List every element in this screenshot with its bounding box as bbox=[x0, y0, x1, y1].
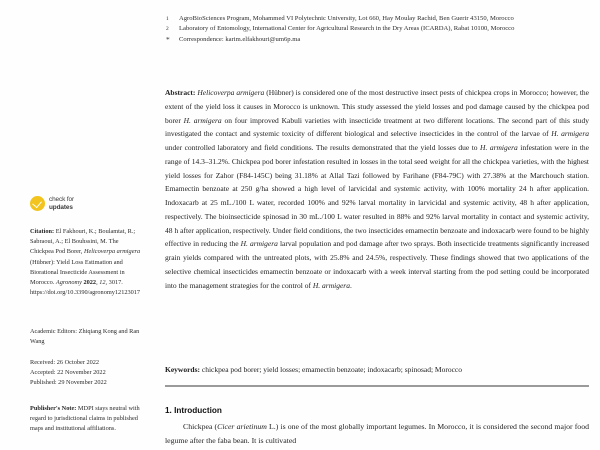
citation-volume: , 12 bbox=[96, 279, 106, 287]
abstract-text: on four improved Kabuli varieties with insecticide treatment at two different locations. The second part of this study investigated the contact and systemic toxicity of different biological and selective insecticides in the control of the larvae of bbox=[165, 115, 589, 139]
check-for-updates-badge[interactable] bbox=[30, 196, 74, 211]
received-row bbox=[30, 358, 142, 368]
keywords-line bbox=[165, 364, 589, 376]
published-row bbox=[30, 378, 142, 388]
citation-block bbox=[30, 227, 142, 298]
horizontal-rule bbox=[165, 385, 589, 387]
abstract-paragraph bbox=[165, 86, 589, 292]
citation-title-rest: (Hübner): Yield Loss Estimation and Biorational Insecticide Assessment in Morocco. bbox=[30, 258, 125, 287]
accepted-row bbox=[30, 368, 142, 378]
abstract-species: H. armigera bbox=[551, 129, 589, 139]
received-date: 26 October 2022 bbox=[55, 359, 100, 366]
abstract-text: . bbox=[349, 280, 352, 290]
affiliations-list bbox=[165, 14, 592, 45]
citation-doi-link[interactable]: doi.org/10.3390/agronomy12123017 bbox=[47, 289, 141, 297]
checkmark-icon bbox=[30, 196, 45, 211]
accepted-date: 22 November 2022 bbox=[55, 369, 106, 377]
keywords-text: chickpea pod borer; yield losses; emamectin benzoate; indoxacarb; spinosad; Morocco bbox=[200, 365, 462, 374]
keywords-label: Keywords: bbox=[165, 365, 200, 374]
affiliation-text: AgroBioSciences Program, Mohammed VI Polytechnic University, Lot 660, Hay Moulay Rachid, Ben Guerir 43150, Morocco bbox=[179, 15, 514, 22]
affiliation-text: Laboratory of Entomology, International Center for Agricultural Research in the Dry Areas (ICARDA), Rabat 10100, Morocco bbox=[179, 25, 515, 33]
introduction-paragraph bbox=[165, 420, 589, 447]
publisher-note-block bbox=[30, 404, 142, 435]
introduction-heading: 1. Introduction bbox=[165, 406, 222, 415]
academic-editors-names: Zhiqiang Kong and Ran Wang bbox=[30, 328, 140, 346]
affiliation-item bbox=[165, 14, 592, 24]
abstract-species: H. armigera bbox=[183, 115, 222, 125]
citation-pages: , 3017. https:// bbox=[30, 279, 123, 297]
affiliation-marker: 2 bbox=[166, 26, 169, 33]
citation-label: Citation: bbox=[30, 228, 55, 235]
published-label: Published: bbox=[30, 379, 57, 387]
correspondence-marker: * bbox=[166, 34, 170, 44]
affiliation-item bbox=[165, 24, 592, 34]
check-for-updates-line2: updates bbox=[49, 203, 73, 211]
published-date: 29 November 2022 bbox=[56, 379, 107, 387]
affiliation-marker: 1 bbox=[166, 16, 169, 22]
abstract-species: H. armigera bbox=[240, 239, 278, 249]
abstract-text: (Hübner) is considered one of the most destructive insect pests of chickpea crops in Morocco; however, the extent of the yield loss it causes in Morocco is unknown. This study assessed the yield losses and pod damage caused by the chickpea pod borer bbox=[165, 88, 589, 125]
publication-history-block bbox=[30, 358, 142, 389]
correspondence-item bbox=[165, 35, 592, 45]
main-content bbox=[160, 0, 592, 450]
publisher-note-label: Publisher's Note: bbox=[30, 405, 77, 412]
sidebar bbox=[0, 0, 152, 450]
abstract-species: H. armigera bbox=[480, 143, 518, 152]
academic-editors-block bbox=[30, 327, 142, 347]
abstract-label: Abstract: bbox=[165, 88, 196, 97]
abstract-text: larval population and pod damage after two sprays. Both insecticide treatments significantly increased grain yields compared with the untreated plots, with 25.8% and 24.5%, respectively. These findings showed that two applications of the selective chemical insecticides emamectin benzoate or indoxacarb with a week interval starting from the pod setting could be incorporated into the management strategies for the control of bbox=[165, 239, 589, 290]
check-for-updates-line1: check for bbox=[49, 196, 75, 204]
citation-journal: Agronomy bbox=[55, 279, 82, 287]
abstract-species: Helicoverpa armigera bbox=[197, 88, 265, 97]
academic-editors-label: Academic Editors: bbox=[30, 328, 78, 335]
citation-species: Helicoverpa armigera bbox=[83, 248, 141, 256]
intro-species: Cicer arietinum bbox=[217, 422, 267, 431]
abstract-species: H. armigera bbox=[312, 280, 350, 290]
intro-text: Chickpea ( bbox=[183, 422, 218, 431]
abstract-text: infestation were in the range of 14.3–31.2%. Chickpea pod borer infestation resulted in losses in the total seed weight for all the chickpea varieties, with the highest yield losses for Zahor (F84-145C) being 31.18% at Allal Tazi followed by Farihane (F84-79C) with 27.38% at the Marchouch station. Emamectin benzoate at 250 g/ha showed a high level of larvicidal and systemic activity, with 100% mortality 24 h after application. Indoxacarb at 25 mL./100 L water, recorded 100% and 92% larval mortality in larvicidal and systemic activity, 48 h after application, respectively. The bioinsecticide spinosad in 30 mL./100 L water resulted in 88% and 92% larval mortality in contact and systemic activity, 48 h after application, respectively. Under field conditions, the two insecticides emamectin benzoate and indoxacarb were found to be highly effective in reducing the bbox=[165, 143, 590, 249]
citation-authors: El Fakhouri, K.; Boulamtat, R.; Sabraoui, A.; El Bouhssini, M. The Chickpea Pod Borer, bbox=[30, 228, 136, 256]
intro-text: L.) is one of the most globally important legumes. In Morocco, it is considered the second major food legume after the faba bean. It is cultivated bbox=[165, 422, 589, 445]
received-label: Received: bbox=[30, 359, 56, 366]
citation-year: 2022 bbox=[81, 279, 97, 287]
abstract-text: under controlled laboratory and field conditions. The results demonstrated that the yield losses due to bbox=[165, 143, 481, 152]
correspondence-text[interactable]: Correspondence: karim.elfakhouri@um6p.ma bbox=[179, 35, 301, 43]
check-for-updates-label bbox=[49, 196, 74, 210]
publisher-note-text: MDPI stays neutral with regard to jurisdictional claims in published maps and institutional affiliations. bbox=[30, 405, 140, 433]
accepted-label: Accepted: bbox=[30, 369, 56, 377]
